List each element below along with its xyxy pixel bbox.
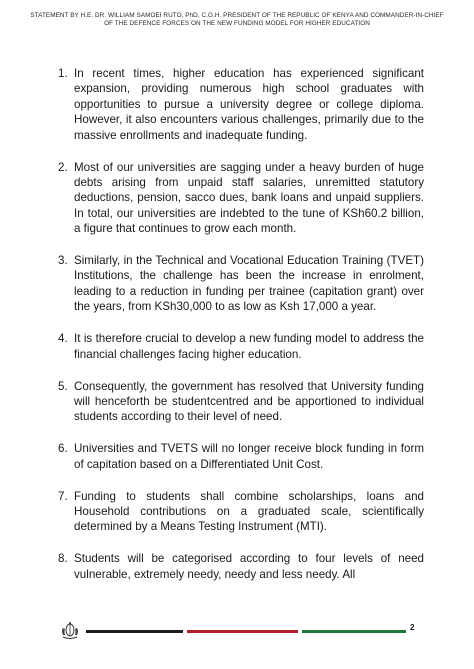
- item-number: 3.: [58, 254, 68, 268]
- item-text: Funding to students shall combine scholarships, loans and Household contributions on a graduated scale, scientifically determined by a Means Testing Instrument (MTI).: [74, 489, 424, 534]
- item-text: Most of our universities are sagging under a heavy burden of huge debts arising from unpaid staff salaries, unremitted statutory deductions, pension, sacco dues, bank loans and unpaid suppliers. In total, our universities are indebted to the tune of KSh60.2 billion, a figure that continues to grow each month.: [74, 160, 424, 236]
- page-number: 2: [410, 623, 415, 632]
- footer-rule-red: [187, 630, 298, 633]
- item-number: 7.: [58, 489, 68, 503]
- item-number: 6.: [58, 442, 68, 456]
- item-number: 5.: [58, 379, 68, 393]
- item-text: Consequently, the government has resolved that University funding will henceforth be studentcentred and be apportioned to individual students according to their level of need.: [74, 379, 424, 424]
- item-number: 2.: [58, 160, 68, 174]
- list-item: [58, 551, 424, 582]
- item-number: 4.: [58, 332, 68, 346]
- list-item: [58, 441, 424, 472]
- item-text: In recent times, higher education has experienced significant expansion, providing numerous high school graduates with opportunities to pursue a university degree or college diploma. However, it also encounters various challenges, primarily due to the massive enrollments and inadequate funding.: [74, 67, 424, 142]
- item-text: It is therefore crucial to develop a new funding model to address the financial challenges facing higher education.: [74, 332, 424, 361]
- item-number: 1.: [58, 67, 68, 80]
- item-text: Students will be categorised according to four levels of need vulnerable, extremely needy, needy and less needy. All: [74, 552, 424, 581]
- item-text: Similarly, in the Technical and Vocational Education Training (TVET) Institutions, the challenge has been the increase in enrolment, leading to a reduction in funding per trainee (capitation grant) over the years, from KSh30,000 to as low as Ksh 17,000 a year.: [74, 254, 424, 314]
- header-line-2: OF THE DEFENCE FORCES ON THE NEW FUNDING MODEL FOR HIGHER EDUCATION: [104, 20, 370, 28]
- list-item: [58, 379, 424, 425]
- page-footer: [0, 618, 474, 648]
- kenya-coat-of-arms-icon: [60, 620, 80, 640]
- list-item: [58, 489, 424, 535]
- header-line-1: STATEMENT BY H.E. DR. WILLIAM SAMOEI RUTO, PhD, C.G.H. PRESIDENT OF THE REPUBLIC OF KENYA AND COMMANDER-IN-CHIEF: [30, 12, 444, 19]
- statement-paragraph-list: [58, 66, 424, 599]
- footer-rule-black: [86, 630, 183, 633]
- item-text: Universities and TVETS will no longer receive block funding in form of capitation based on a Differentiated Unit Cost.: [74, 442, 424, 471]
- page-header: [20, 12, 454, 29]
- list-item: [58, 253, 424, 315]
- item-number: 8.: [58, 552, 68, 566]
- list-item: [58, 331, 424, 362]
- list-item: [58, 160, 424, 237]
- list-item: [58, 66, 424, 143]
- footer-rule-green: [302, 630, 406, 633]
